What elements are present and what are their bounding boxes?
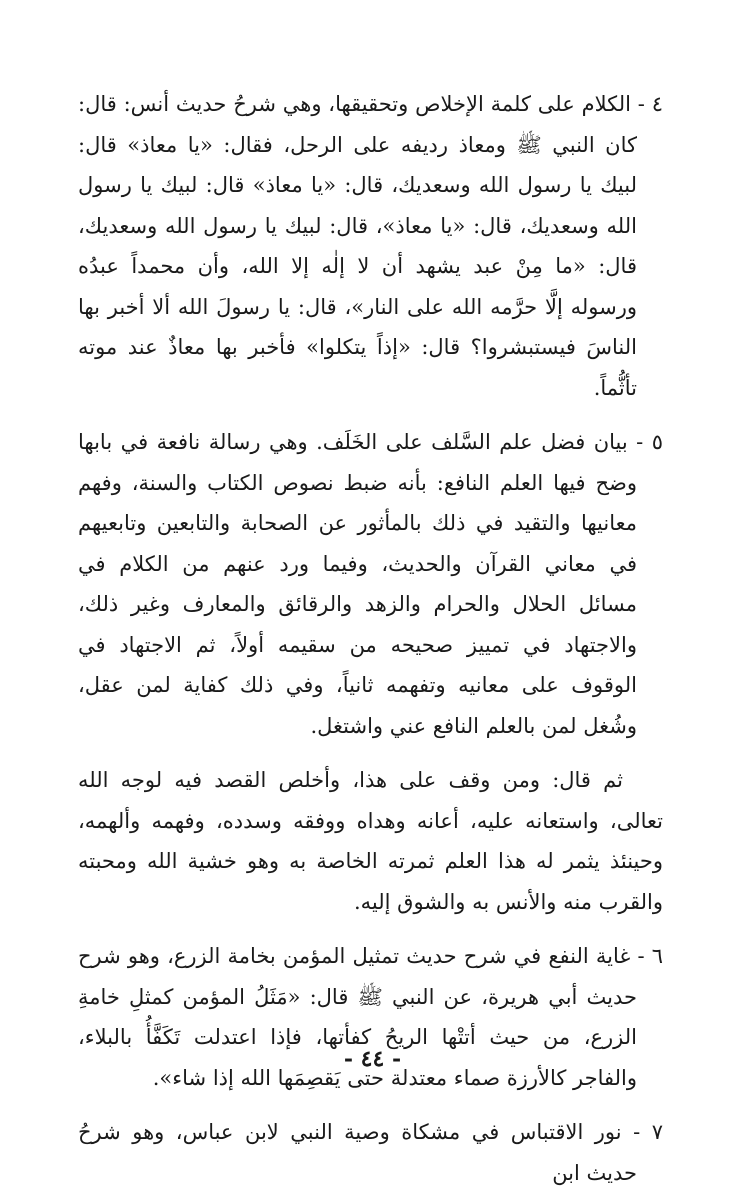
item-number: ٧ — [651, 1120, 663, 1144]
body-paragraph: ثم قال: ومن وقف على هذا، وأخلص القصد فيه لوجه الله تعالى، واستعانه عليه، أعانه وهداه ووفقه وسدده، وفهمه وألهمه، وحينئذ يثمر له هذا العلم ثمرته الخاصة به وهو خشية الله ومحبته والقرب منه والأنس به والشوق إليه. — [78, 768, 663, 914]
item-text: - بيان فضل علم السَّلف على الخَلَف. وهي رسالة نافعة في بابها وضح فيها العلم النافع: بأنه ضبط نصوص الكتاب والسنة، وفهم معانيها والتقيد في ذلك بالمأثور عن الصحابة والتابعين وتابعيهم في معاني القرآن والحديث، وفيما ورد عنهم من الكلام في مسائل الحلال والحرام والزهد والرقائق والمعارف وغير ذلك، والاجتهاد في تمييز صحيحه من سقيمه أولاً، ثم الاجتهاد في الوقوف على معانيه وتفهمه ثانياً، وفي ذلك كفاية لمن عقل، وشُغل لمن بالعلم النافع عني واشتغل. — [78, 430, 644, 738]
item-number: ٦ — [651, 944, 663, 968]
page-number: - ٤٤ - — [343, 1046, 402, 1072]
item-number: ٥ — [651, 430, 663, 454]
item-number: ٤ — [651, 92, 663, 116]
list-item — [78, 422, 663, 746]
list-item — [78, 936, 663, 1098]
list-item — [78, 1112, 663, 1193]
list-item — [78, 84, 663, 408]
item-text: - غاية النفع في شرح حديث تمثيل المؤمن بخامة الزرع، وهو شرح حديث أبي هريرة، عن النبي ﷺ قال: «مَثَلُ المؤمن كمثلِ خامةِ الزرع، من حيث أتتْها الريحُ كفأتها، فإذا اعتدلت تَكَفَّأُ بالبلاء، والفاجر كالأرزة صماء معتدلة حتى يَقصِمَها الله إذا شاء». — [78, 944, 645, 1090]
item-text: - الكلام على كلمة الإخلاص وتحقيقها، وهي شرحُ حديث أنس: قال: كان النبي ﷺ ومعاذ رديفه على الرحل، فقال: «يا معاذ» قال: لبيك يا رسول الله وسعديك، قال: «يا معاذ» قال: لبيك يا رسول الله وسعديك، قال: «يا معاذ»، قال: لبيك يا رسول الله وسعديك، قال: «ما مِنْ عبد يشهد أن لا إلٰه إلا الله، وأن محمداً عبدُه ورسوله إلَّا حرَّمه الله على النار»، قال: يا رسولَ الله ألا أخبر بها الناسَ فيستبشروا؟ قال: «إذاً يتكلوا» فأخبر بها معاذٌ عند موته تأثُّماً. — [78, 92, 645, 400]
item-text: - نور الاقتباس في مشكاة وصية النبي لابن عباس، وهو شرحُ حديث ابن — [78, 1120, 641, 1185]
